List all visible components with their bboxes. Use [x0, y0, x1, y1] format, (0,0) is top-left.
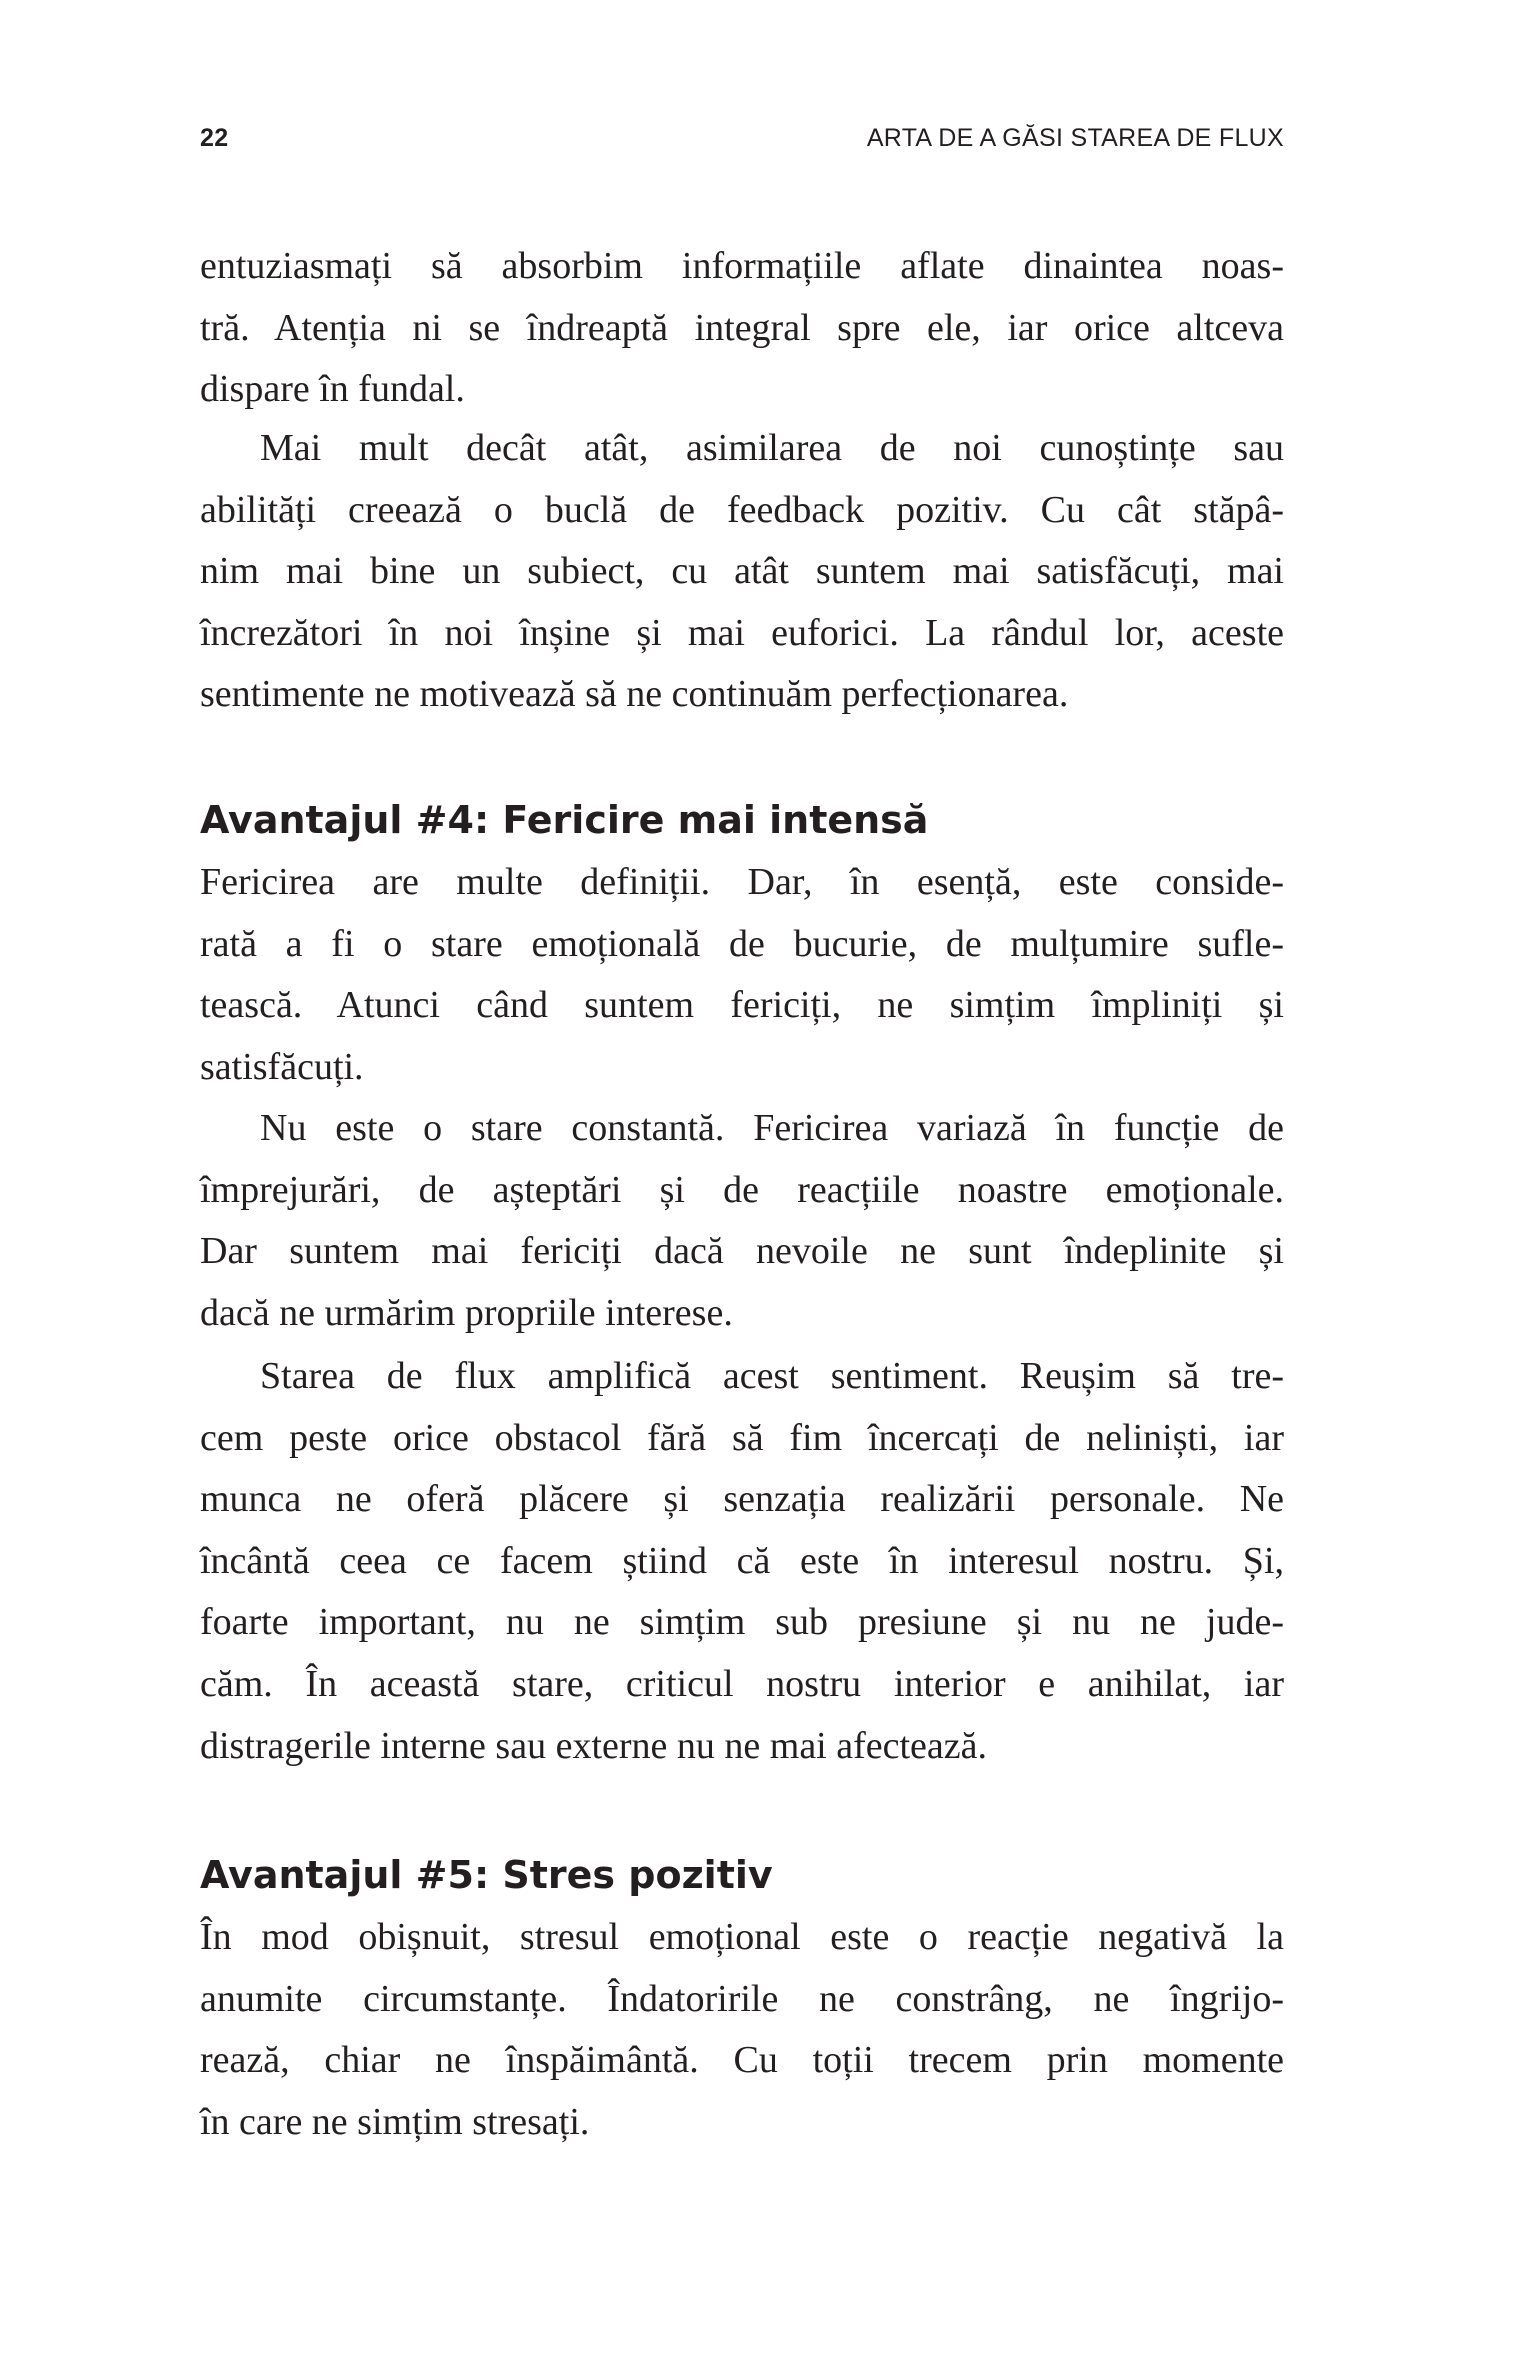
text-line: Starea de flux amplifică acest sentiment. Reușim să tre- [260, 1355, 1284, 1397]
text-line: tească. Atunci când suntem fericiți, ne simțim împliniți și [200, 984, 1284, 1027]
paragraph [200, 1346, 1284, 1777]
paragraph [200, 852, 1284, 1098]
text-line: încrezători în noi înșine și mai euforici. La rândul lor, aceste [200, 611, 1284, 654]
text-line: dispare în fundal. [200, 368, 465, 411]
paragraph [200, 1098, 1284, 1344]
text-line: încântă ceea ce facem știind că este în interesul nostru. Și, [200, 1539, 1284, 1582]
page-number: 22 [200, 124, 229, 152]
paragraph [200, 418, 1284, 726]
running-title: ARTA DE A GĂSI STAREA DE FLUX [866, 124, 1284, 152]
text-line: dacă ne urmărim propriile interese. [200, 1291, 733, 1334]
paragraph [200, 236, 1284, 421]
section-heading: Avantajul #5: Stres pozitiv [200, 1853, 773, 1897]
text-line: rează, chiar ne înspăimântă. Cu toții trecem prin momente [200, 2039, 1284, 2082]
text-line: Nu este o stare constantă. Fericirea variază în funcție de [260, 1107, 1284, 1149]
text-line: entuziasmați să absorbim informațiile aflate dinaintea noas- [200, 245, 1284, 287]
text-line: sentimente ne motivează să ne continuăm perfecționarea. [200, 673, 1069, 716]
text-line: În mod obișnuit, stresul emoțional este o reacție negativă la [200, 1916, 1284, 1958]
text-line: abilități creează o buclă de feedback pozitiv. Cu cât stăpâ- [200, 488, 1284, 531]
text-line: cem peste orice obstacol fără să fim încercați de neliniști, iar [200, 1416, 1284, 1459]
text-line: în care ne simțim stresați. [200, 2100, 590, 2143]
text-line: satisfăcuți. [200, 1045, 364, 1088]
text-line: căm. În această stare, criticul nostru interior e anihilat, iar [200, 1662, 1284, 1705]
section-heading: Avantajul #4: Fericire mai intensă [200, 798, 929, 842]
text-line: împrejurări, de așteptări și de reacțiile noastre emoționale. [200, 1168, 1284, 1211]
text-line: Dar suntem mai fericiți dacă nevoile ne sunt îndeplinite și [200, 1230, 1284, 1273]
paragraph [200, 1907, 1284, 2153]
text-line: rată a fi o stare emoțională de bucurie, de mulțumire sufle- [200, 922, 1284, 965]
text-line: Fericirea are multe definiții. Dar, în esență, este conside- [200, 861, 1284, 903]
text-line: tră. Atenția ni se îndreaptă integral spre ele, iar orice altceva [200, 306, 1284, 349]
text-line: munca ne oferă plăcere și senzația realizării personale. Ne [200, 1478, 1284, 1521]
text-line: distragerile interne sau externe nu ne mai afectează. [200, 1724, 988, 1767]
text-line: Mai mult decât atât, asimilarea de noi cunoștințe sau [260, 427, 1284, 469]
text-line: nim mai bine un subiect, cu atât suntem mai satisfăcuți, mai [200, 550, 1284, 593]
text-line: foarte important, nu ne simțim sub presiune și nu ne jude- [200, 1601, 1284, 1644]
text-line: anumite circumstanțe. Îndatoririle ne constrâng, ne îngrijo- [200, 1977, 1284, 2020]
